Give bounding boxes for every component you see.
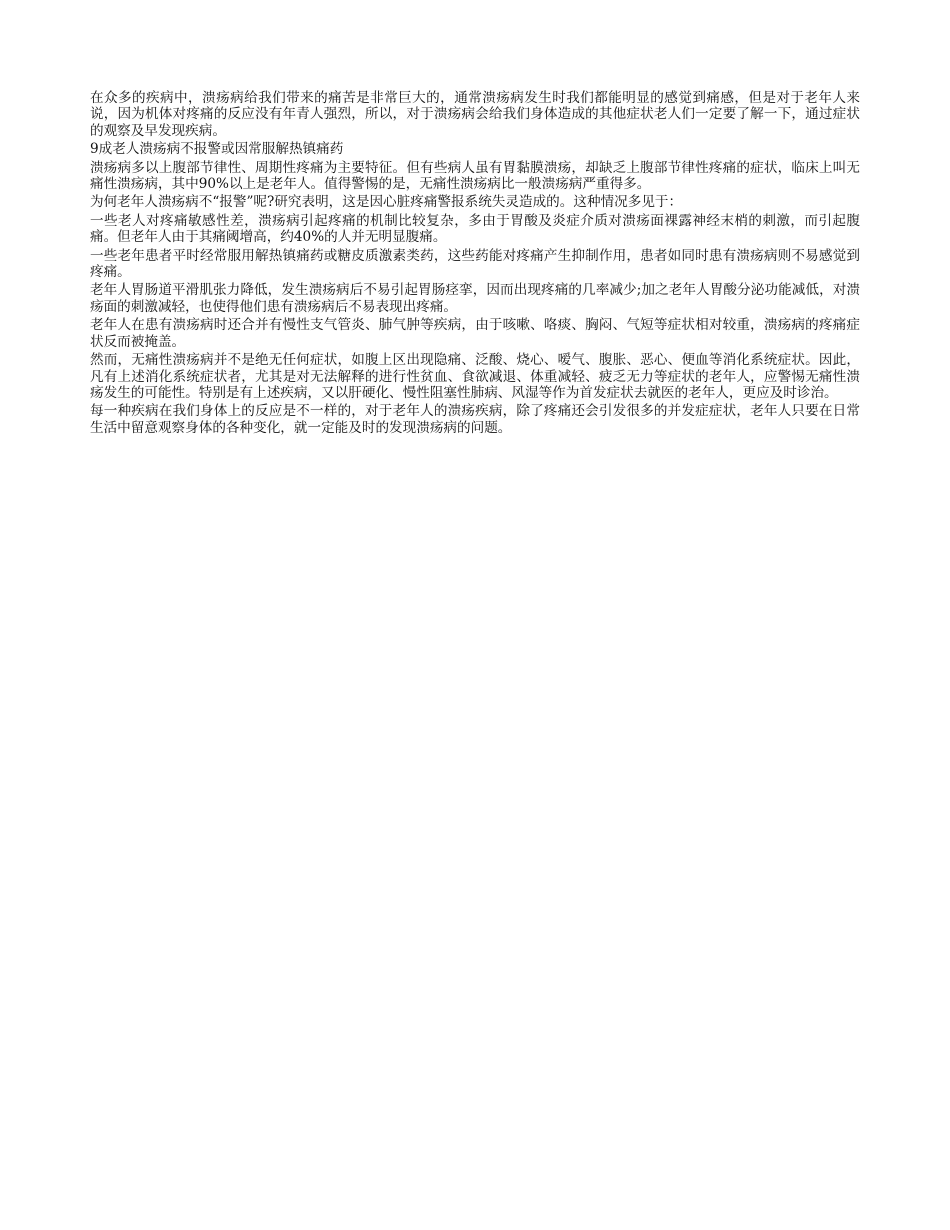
body-paragraph-comorbidity: 老年人在患有溃疡病时还合并有慢性支气管炎、肺气肿等疾病，由于咳嗽、咯痰、胸闷、气短等症状相对较重，溃疡病的疼痛症状反而被掩盖。 bbox=[90, 317, 860, 350]
body-paragraph-question: 为何老年人溃疡病不“报警”呢?研究表明，这是因心脏疼痛警报系统失灵造成的。这种情况多见于： bbox=[90, 194, 683, 211]
body-paragraph-symptoms: 然而，无痛性溃疡病并不是绝无任何症状，如腹上区出现隐痛、泛酸、烧心、嗳气、腹胀、恶心、便血等消化系统症状。因此，凡有上述消化系统症状者，尤其是对无法解释的进行性贫血、食欲减退、体重减轻、疲乏无力等症状的老年人，应警惕无痛性溃疡发生的可能性。特别是有上述疾病，又以肝硬化、慢性阻塞性肺病、风湿等作为首发症状去就医的老年人，更应及时诊治。 bbox=[90, 352, 860, 401]
section-heading: 9成老人溃疡病不报警或因常服解热镇痛药 bbox=[90, 141, 344, 158]
body-paragraph-muscle-tension: 老年人胃肠道平滑肌张力降低，发生溃疡病后不易引起胃肠痉挛，因而出现疼痛的几率减少;加之老年人胃酸分泌功能减低，对溃疡面的刺激减轻，也使得他们患有溃疡病后不易表现出疼痛。 bbox=[90, 282, 860, 315]
intro-paragraph: 在众多的疾病中，溃疡病给我们带来的痛苦是非常巨大的，通常溃疡病发生时我们都能明显的感觉到痛感，但是对于老年人来说，因为机体对疼痛的反应没有年青人强烈，所以，对于溃疡病会给我们身体造成的其他症状老人们一定要了解一下，通过症状的观察及早发现疾病。 bbox=[90, 90, 860, 139]
body-paragraph-medication: 一些老年患者平时经常服用解热镇痛药或糖皮质激素类药，这些药能对疼痛产生抑制作用，患者如同时患有溃疡病则不易感觉到疼痛。 bbox=[90, 247, 860, 281]
body-paragraph-main-feature: 溃疡病多以上腹部节律性、周期性疼痛为主要特征。但有些病人虽有胃黏膜溃疡，却缺乏上腹部节律性疼痛的症状，临床上叫无痛性溃疡病，其中90%以上是老年人。值得警惕的是，无痛性溃疡病比一般溃疡病严重得多。 bbox=[90, 159, 860, 193]
conclusion-paragraph: 每一种疾病在我们身体上的反应是不一样的，对于老年人的溃疡疾病，除了疼痛还会引发很多的并发症症状，老年人只要在日常生活中留意观察身体的各种变化，就一定能及时的发现溃疡病的问题。 bbox=[90, 403, 860, 436]
body-paragraph-pain-sensitivity: 一些老人对疼痛敏感性差，溃疡病引起疼痛的机制比较复杂，多由于胃酸及炎症介质对溃疡面裸露神经末梢的刺激，而引起腹痛。但老年人由于其痛阈增高，约40%的人并无明显腹痛。 bbox=[90, 212, 860, 246]
document-body bbox=[90, 90, 860, 438]
